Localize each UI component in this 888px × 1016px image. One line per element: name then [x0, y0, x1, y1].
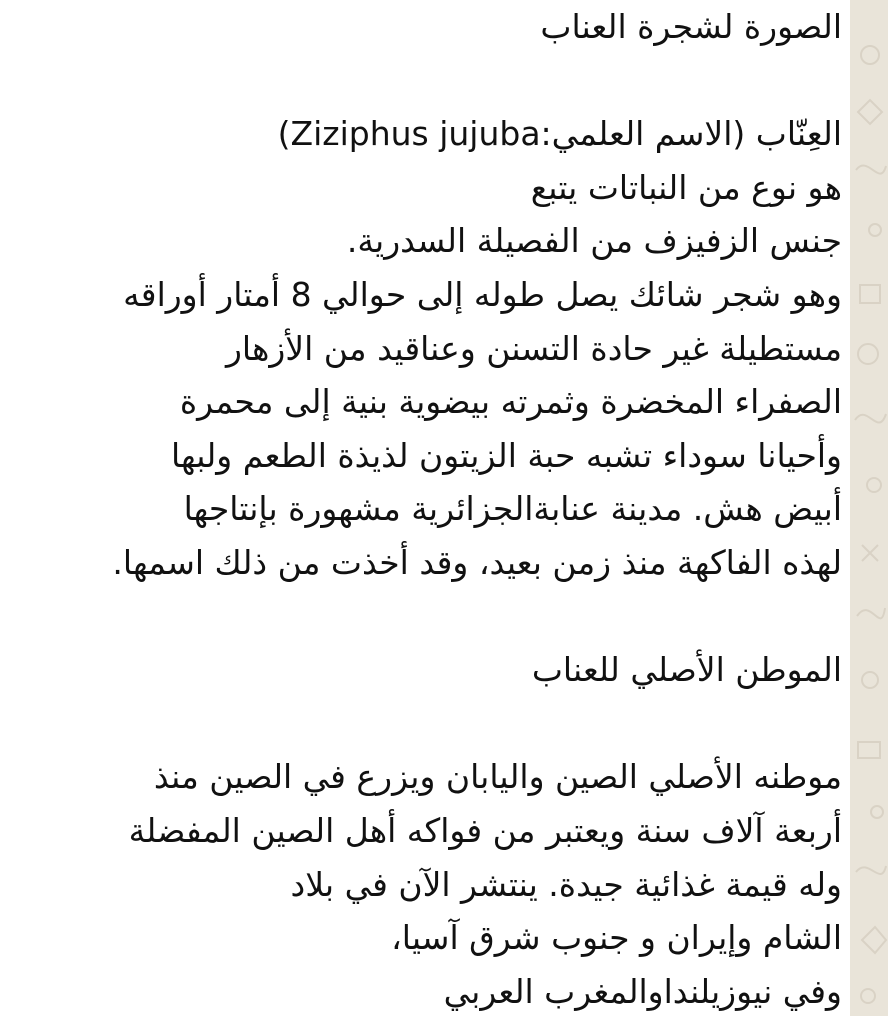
message-blank-line	[6, 54, 842, 108]
chat-wallpaper-pattern	[850, 0, 888, 1016]
message-blank-line	[6, 697, 842, 751]
message-line-13: الموطن الأصلي للعناب	[531, 650, 842, 690]
doodle-pattern-icon	[850, 0, 888, 1016]
message-line-16: أربعة آلاف سنة ويعتبر من فواكه أهل الصين المفضلة	[128, 810, 842, 850]
message-blank-line	[6, 590, 842, 644]
message-line-6: وهو شجر شائك يصل طوله إلى حوالي 8 أمتار أوراقه	[123, 274, 842, 314]
message-line-15: موطنه الأصلي الصين واليابان ويزرع في الصين منذ	[153, 757, 842, 797]
message-line-18: الشام وإيران و جنوب شرق آسيا،	[391, 918, 842, 958]
message-line-10: أبيض هش. مدينة عنابةالجزائرية مشهورة بإنتاجها	[183, 489, 842, 529]
message-line-1: الصورة لشجرة العناب	[540, 7, 842, 46]
message-line-19: وفي نيوزيلنداوالمغرب العربي	[443, 971, 842, 1011]
message-line-7: مستطيلة غير حادة التسنن وعناقيد من الأزهار	[225, 328, 842, 368]
message-line-3: العِنّاب (الاسم العلمي:Ziziphus jujuba)	[277, 114, 842, 154]
message-line-17: وله قيمة غذائية جيدة. ينتشر الآن في بلاد	[290, 864, 842, 904]
message-line-5: جنس الزفيزف من الفصيلة السدرية.	[346, 221, 842, 261]
message-line-8: الصفراء المخضرة وثمرته بيضوية بنية إلى محمرة	[179, 382, 842, 422]
message-line-4: هو نوع من النباتات يتبع	[530, 167, 842, 207]
message-text	[6, 0, 842, 1016]
message-line-11: لهذه الفاكهة منذ زمن بعيد، وقد أخذت من ذلك اسمها.	[112, 542, 842, 582]
message-line-9: وأحيانا سوداء تشبه حبة الزيتون لذيذة الطعم ولبها	[170, 435, 842, 475]
